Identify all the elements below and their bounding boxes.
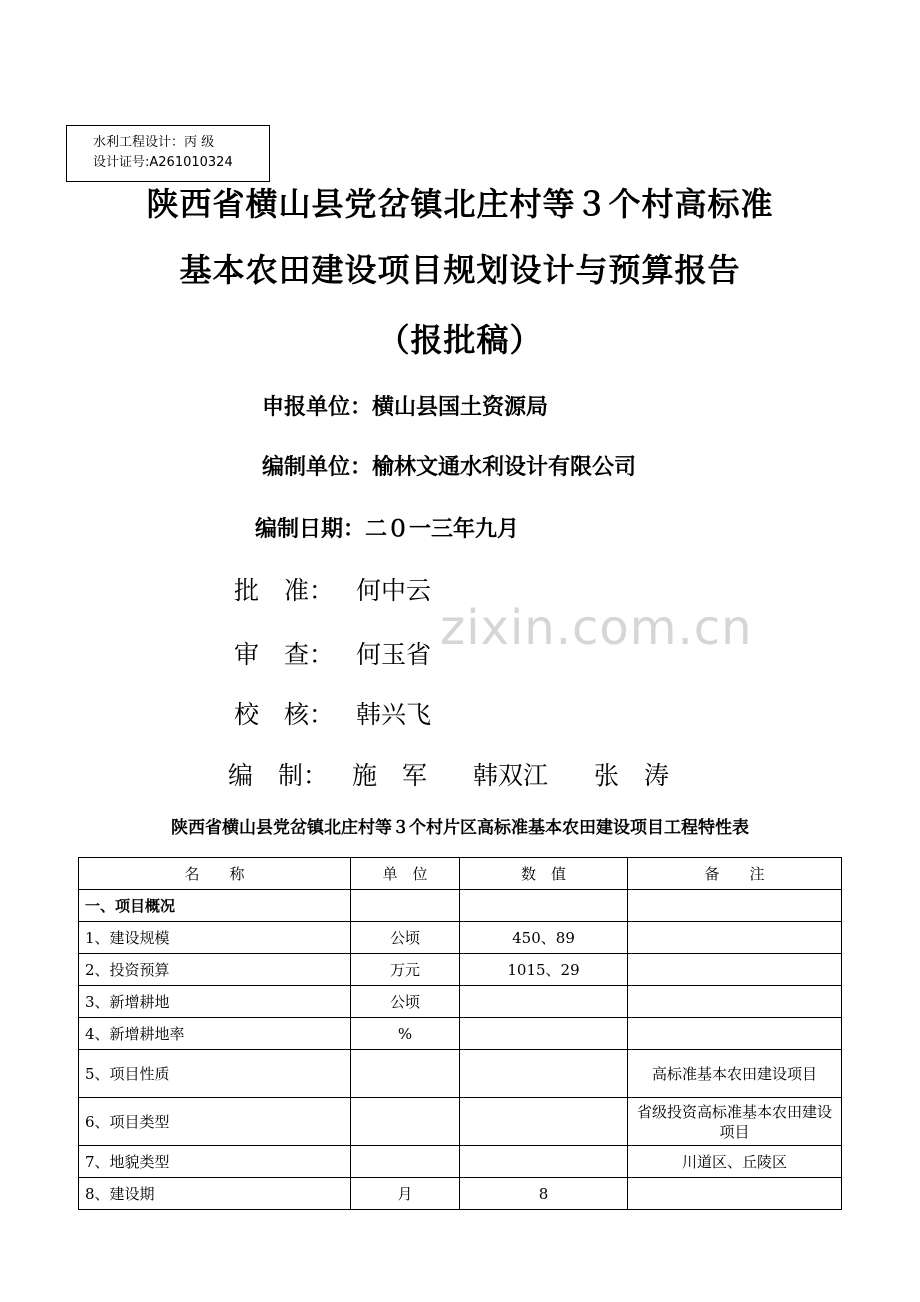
cell-note <box>628 922 842 954</box>
table-row <box>79 986 842 1018</box>
table-row <box>79 1146 842 1178</box>
applicant-unit: 申报单位：横山县国土资源局 <box>262 395 549 420</box>
header-name: 名 称 <box>79 858 351 890</box>
table-row <box>79 1098 842 1146</box>
staff-name: 何玉省 <box>356 640 432 669</box>
cell-value <box>460 890 628 922</box>
cell-note <box>628 1178 842 1210</box>
table-row <box>79 1178 842 1210</box>
staff-name: 施 军 <box>352 761 428 790</box>
staff-approve <box>234 574 431 608</box>
cell-value <box>460 1098 628 1146</box>
report-title-line-3: （报批稿） <box>377 321 543 359</box>
header-note: 备 注 <box>628 858 842 890</box>
cell-value <box>460 1050 628 1098</box>
cell-unit: 公顷 <box>351 986 460 1018</box>
table-row <box>79 1050 842 1098</box>
cell-value: 8 <box>460 1178 628 1210</box>
cell-name: 7、地貌类型 <box>79 1146 351 1178</box>
table-row <box>79 890 842 922</box>
header-unit: 单 位 <box>351 858 460 890</box>
cell-name: 一、项目概况 <box>79 890 351 922</box>
cell-value <box>460 1146 628 1178</box>
staff-role: 审 查： <box>234 640 335 669</box>
staff-role: 批 准： <box>234 576 335 605</box>
table-row <box>79 954 842 986</box>
cell-name: 8、建设期 <box>79 1178 351 1210</box>
cell-note <box>628 890 842 922</box>
cell-unit <box>351 1098 460 1146</box>
staff-name: 韩兴飞 <box>356 700 432 729</box>
report-title-line-1: 陕西省横山县党岔镇北庄村等３个村高标准 <box>146 185 774 223</box>
staff-name: 张 涛 <box>594 761 670 790</box>
report-title-line-2: 基本农田建设项目规划设计与预算报告 <box>179 251 741 289</box>
table-row <box>79 1018 842 1050</box>
cell-name: 4、新增耕地率 <box>79 1018 351 1050</box>
cell-unit: 月 <box>351 1178 460 1210</box>
cell-unit <box>351 1050 460 1098</box>
staff-name: 韩双江 <box>473 761 549 790</box>
cert-line-1: 水利工程设计：丙 级 <box>93 135 215 150</box>
cell-value <box>460 1018 628 1050</box>
cell-name: 6、项目类型 <box>79 1098 351 1146</box>
cell-note <box>628 954 842 986</box>
staff-name: 何中云 <box>356 576 432 605</box>
table-row <box>79 922 842 954</box>
table-title: 陕西省横山县党岔镇北庄村等３个村片区高标准基本农田建设项目工程特性表 <box>171 818 749 838</box>
cell-note: 高标准基本农田建设项目 <box>628 1050 842 1098</box>
cell-unit: 公顷 <box>351 922 460 954</box>
cell-unit <box>351 1146 460 1178</box>
staff-role: 校 核： <box>234 700 335 729</box>
cell-name: 3、新增耕地 <box>79 986 351 1018</box>
cert-line-2: 设计证号:A261010324 <box>93 155 233 170</box>
staff-review <box>234 638 431 672</box>
staff-compile <box>228 759 669 793</box>
cell-name: 5、项目性质 <box>79 1050 351 1098</box>
staff-check <box>234 698 431 732</box>
compiler-unit: 编制单位：榆林文通水利设计有限公司 <box>262 455 637 480</box>
staff-role: 编 制： <box>228 761 329 790</box>
cell-name: 2、投资预算 <box>79 954 351 986</box>
cell-value <box>460 986 628 1018</box>
cell-note <box>628 1018 842 1050</box>
design-certificate-box <box>66 125 270 182</box>
cell-value: 450、89 <box>460 922 628 954</box>
cell-note: 省级投资高标准基本农田建设项目 <box>628 1098 842 1146</box>
cell-unit: 万元 <box>351 954 460 986</box>
cell-unit <box>351 890 460 922</box>
cell-value: 1015、29 <box>460 954 628 986</box>
cell-unit: % <box>351 1018 460 1050</box>
cell-name: 1、建设规模 <box>79 922 351 954</box>
cell-note <box>628 986 842 1018</box>
cell-note: 川道区、丘陵区 <box>628 1146 842 1178</box>
project-spec-table <box>78 857 842 1210</box>
watermark: zixin.com.cn <box>440 600 753 656</box>
table-header-row <box>79 858 842 890</box>
header-value: 数 值 <box>460 858 628 890</box>
compile-date: 编制日期：二０一三年九月 <box>255 517 520 542</box>
